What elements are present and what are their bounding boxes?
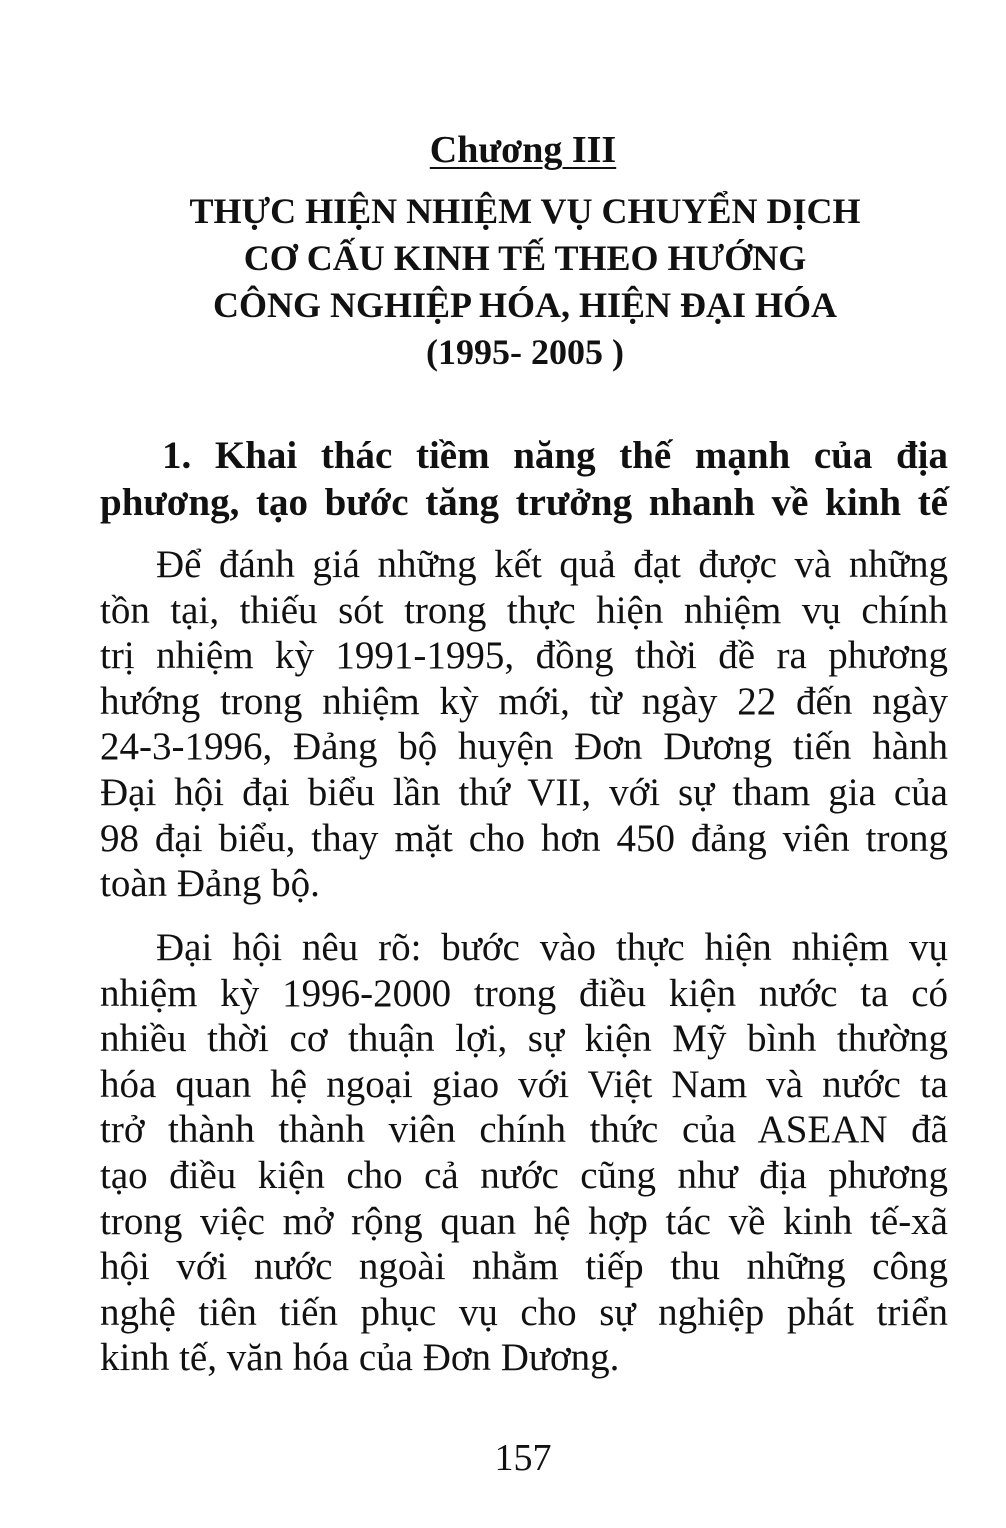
paragraph-line: Đại hội đại biểu lần thứ VII, với sự tham gia của — [100, 770, 948, 814]
chapter-label: Chương III — [429, 129, 617, 171]
section-heading — [100, 432, 948, 526]
paragraph-line: nhiều thời cơ thuận lợi, sự kiện Mỹ bình thường — [100, 1017, 948, 1061]
paragraph-line: kinh tế, văn hóa của Đơn Dương. — [100, 1336, 620, 1380]
chapter-title-line: CÔNG NGHIỆP HÓA, HIỆN ĐẠI HÓA — [212, 285, 838, 325]
paragraph-line: 98 đại biểu, thay mặt cho hơn 450 đảng viên trong — [100, 816, 948, 860]
paragraph-line: hội với nước ngoài nhằm tiếp thu những công — [100, 1245, 948, 1289]
chapter-title — [120, 188, 930, 376]
section-heading-line: phương, tạo bước tăng trưởng nhanh về kinh tế — [100, 481, 948, 524]
paragraph-line: nghệ tiên tiến phục vụ cho sự nghiệp phát triển — [100, 1290, 948, 1334]
paragraph-line: Để đánh giá những kết quả đạt được và những — [156, 543, 948, 586]
paragraph-line: Đại hội nêu rõ: bước vào thực hiện nhiệm vụ — [156, 926, 948, 969]
chapter-title-line: CƠ CẤU KINH TẾ THEO HƯỚNG — [243, 238, 807, 278]
paragraph-line: trị nhiệm kỳ 1991-1995, đồng thời đề ra phương — [100, 634, 948, 678]
paragraph-line: trở thành thành viên chính thức của ASEAN đã — [100, 1108, 948, 1152]
paragraph-line: tạo điều kiện cho cả nước cũng như địa phương — [100, 1153, 948, 1197]
paragraph-line: hóa quan hệ ngoại giao với Việt Nam và nước ta — [100, 1062, 948, 1106]
page-number: 157 — [494, 1437, 552, 1479]
paragraph-line: nhiệm kỳ 1996-2000 trong điều kiện nước ta có — [100, 971, 948, 1015]
paragraph-line: 24-3-1996, Đảng bộ huyện Đơn Dương tiến hành — [100, 725, 948, 769]
section-heading-line: 1. Khai thác tiềm năng thế mạnh của địa — [162, 434, 948, 477]
paragraph-line: tồn tại, thiếu sót trong thực hiện nhiệm vụ chính — [100, 588, 948, 632]
chapter-title-line: THỰC HIỆN NHIỆM VỤ CHUYỂN DỊCH — [189, 191, 861, 231]
paragraph-line: hướng trong nhiệm kỳ mới, từ ngày 22 đến ngày — [100, 679, 948, 723]
paragraph-line: trong việc mở rộng quan hệ hợp tác về kinh tế-xã — [100, 1199, 948, 1243]
paragraph-line: toàn Đảng bộ. — [100, 862, 320, 906]
chapter-title-line: (1995- 2005 ) — [426, 332, 624, 372]
body-paragraph — [100, 925, 948, 1381]
body-paragraph — [100, 542, 948, 907]
